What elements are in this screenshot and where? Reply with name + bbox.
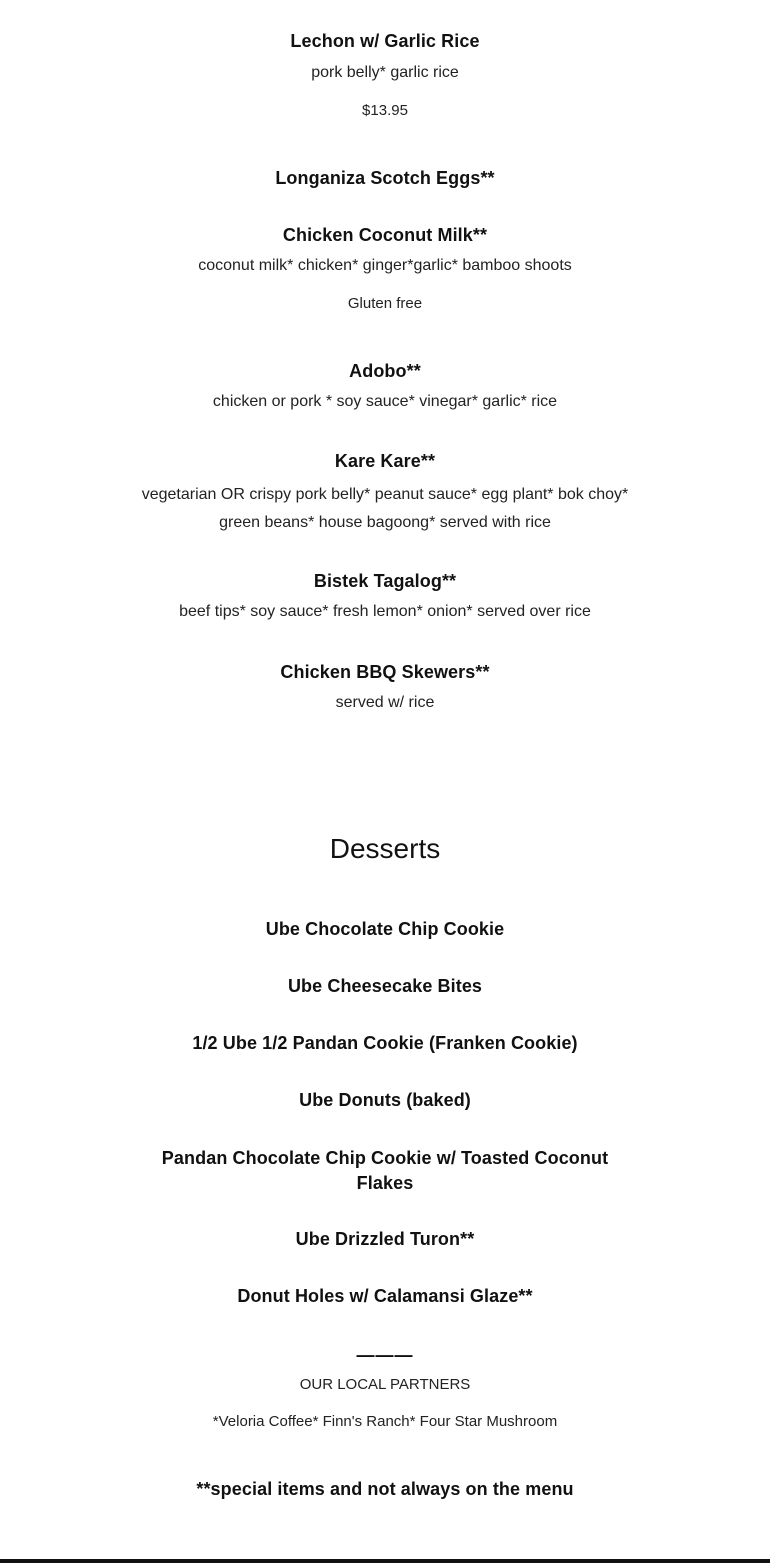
menu-item-name: Adobo** [349, 361, 421, 381]
menu-item-name: Longaniza Scotch Eggs** [275, 168, 495, 188]
menu-item-price: $13.95 [362, 102, 408, 119]
section-title-desserts: Desserts [329, 833, 441, 864]
dessert-item: Ube Drizzled Turon** [295, 1229, 475, 1249]
menu-item-desc: beef tips* soy sauce* fresh lemon* onion* served over rice [179, 603, 591, 620]
menu-item-desc: vegetarian OR crispy pork belly* peanut sauce* egg plant* bok choy* green beans* house bagoong* served with rice [141, 486, 629, 531]
dessert-item: Ube Cheesecake Bites [287, 976, 483, 996]
divider-dashes: ——— [356, 1345, 414, 1365]
dessert-item: Ube Donuts (baked) [299, 1090, 471, 1110]
footnote: **special items and not always on the menu [196, 1479, 574, 1499]
dessert-item: Donut Holes w/ Calamansi Glaze** [237, 1286, 533, 1306]
partners-heading: OUR LOCAL PARTNERS [299, 1376, 471, 1393]
menu-item-name: Bistek Tagalog** [313, 571, 457, 591]
menu-item-name: Chicken BBQ Skewers** [280, 662, 490, 682]
menu-item-name: Lechon w/ Garlic Rice [290, 31, 480, 51]
dessert-item: 1/2 Ube 1/2 Pandan Cookie (Franken Cookie) [192, 1033, 578, 1053]
menu-item-desc: coconut milk* chicken* ginger*garlic* bamboo shoots [198, 257, 572, 274]
dessert-item: Ube Chocolate Chip Cookie [265, 919, 505, 939]
menu-item-note: Gluten free [347, 295, 423, 312]
bottom-rule [0, 1559, 770, 1563]
menu-item-desc: served w/ rice [335, 694, 435, 711]
menu-item-desc: chicken or pork * soy sauce* vinegar* garlic* rice [212, 393, 558, 410]
partners-list: *Veloria Coffee* Finn's Ranch* Four Star Mushroom [212, 1413, 558, 1430]
dessert-item: Pandan Chocolate Chip Cookie w/ Toasted Coconut Flakes [161, 1148, 609, 1193]
menu-item-name: Chicken Coconut Milk** [282, 225, 488, 245]
menu-item-desc: pork belly* garlic rice [311, 64, 459, 81]
menu-item-name: Kare Kare** [334, 451, 436, 471]
